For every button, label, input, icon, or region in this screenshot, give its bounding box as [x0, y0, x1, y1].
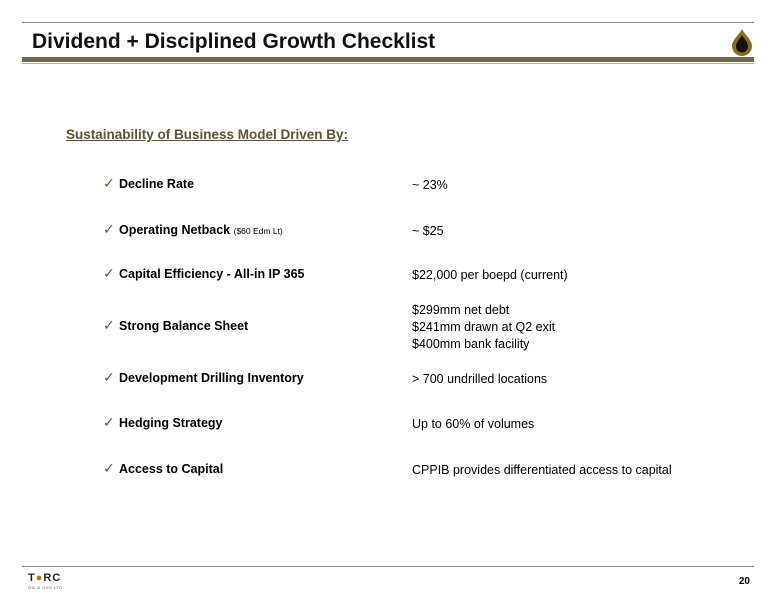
footer-logo-drop-icon: ●	[35, 572, 44, 584]
item-value: ~ $25	[412, 224, 444, 238]
item-label: Capital Efficiency - All-in IP 365	[119, 267, 305, 281]
section-subtitle: Sustainability of Business Model Driven By:	[66, 127, 349, 142]
page-title: Dividend + Disciplined Growth Checklist	[32, 30, 436, 53]
item-label: Development Drilling Inventory	[119, 371, 304, 385]
checkmark-icon: ✓	[103, 461, 115, 477]
footer-logo-text: T	[28, 572, 36, 584]
oil-drop-logo-icon	[730, 28, 754, 56]
item-value: > 700 undrilled locations	[412, 372, 548, 386]
title-underline-thin	[22, 63, 754, 64]
title-underline-bar	[22, 57, 754, 62]
page-number: 20	[738, 576, 750, 587]
top-rule	[22, 22, 754, 23]
footer-logo	[28, 572, 61, 584]
item-label: Hedging Strategy	[119, 416, 223, 430]
item-label: Decline Rate	[119, 177, 195, 191]
item-value: $22,000 per boepd (current)	[412, 268, 568, 282]
item-label	[119, 223, 283, 237]
item-label: Access to Capital	[119, 462, 224, 476]
checkmark-icon: ✓	[103, 176, 115, 192]
item-value	[412, 302, 555, 353]
item-label-note: ($60 Edm Lt)	[233, 226, 283, 236]
item-value: CPPIB provides differentiated access to capital	[412, 463, 672, 477]
footer-logo-subtext: OIL & GAS LTD.	[28, 585, 65, 590]
footer-logo-text: RC	[43, 572, 62, 584]
checkmark-icon: ✓	[103, 222, 115, 238]
item-value-line: $299mm net debt	[412, 303, 510, 317]
bottom-rule	[22, 566, 754, 567]
item-value-line: $400mm bank facility	[412, 337, 530, 351]
item-label: Strong Balance Sheet	[119, 319, 249, 333]
checkmark-icon: ✓	[103, 415, 115, 431]
checkmark-icon: ✓	[103, 370, 115, 386]
item-value: Up to 60% of volumes	[412, 417, 535, 431]
item-value: ~ 23%	[412, 178, 448, 192]
checkmark-icon: ✓	[103, 318, 115, 334]
checkmark-icon: ✓	[103, 266, 115, 282]
item-label-text: Operating Netback	[119, 223, 231, 237]
item-value-line: $241mm drawn at Q2 exit	[412, 320, 556, 334]
